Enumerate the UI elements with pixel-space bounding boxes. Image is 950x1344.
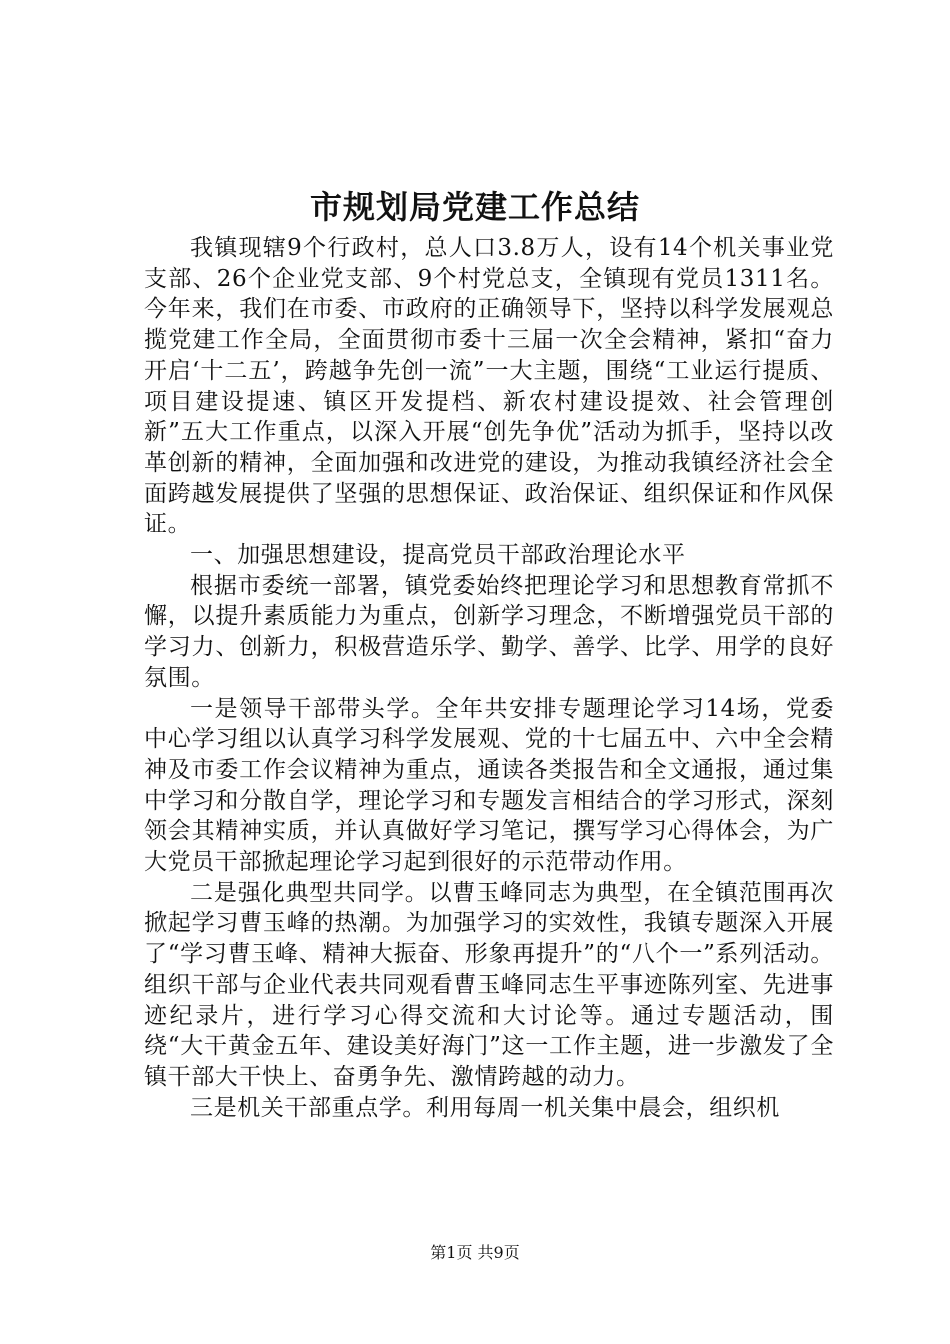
page-number-footer: 第1页 共9页	[430, 1243, 520, 1262]
point-2-paragraph: 二是强化典型共同学。以曹玉峰同志为典型，在全镇范围再次掀起学习曹玉峰的热潮。为加强学习的实效性，我镇专题深入开展了“学习曹玉峰、精神大振奋、形象再提升”的“八个一”系列活动。组织干部与企业代表共同观看曹玉峰同志生平事迹陈列室、先进事迹纪录片，进行学习心得交流和大讨论等。通过专题活动，围绕“大干黄金五年、建设美好海门”这一工作主题，进一步激发了全镇干部大干快上、奋勇争先、激情跨越的动力。	[144, 879, 834, 1090]
section-1-paragraph: 根据市委统一部署，镇党委始终把理论学习和思想教育常抓不懈，以提升素质能力为重点，创新学习理念，不断增强党员干部的学习力、创新力，积极营造乐学、勤学、善学、比学、用学的良好氛围。	[144, 572, 834, 691]
document-body	[144, 233, 834, 1123]
intro-paragraph: 我镇现辖9个行政村，总人口3.8万人，设有14个机关事业党支部、26个企业党支部、9个村党总支，全镇现有党员1311名。今年来，我们在市委、市政府的正确领导下，坚持以科学发展观总揽党建工作全局，全面贯彻市委十三届一次全会精神，紧扣“奋力开启‘十二五’，跨越争先创一流”一大主题，围绕“工业运行提质、项目建设提速、镇区开发提档、新农村建设提效、社会管理创新”五大工作重点，以深入开展“创先争优”活动为抓手，坚持以改革创新的精神，全面加强和改进党的建设，为推动我镇经济社会全面跨越发展提供了坚强的思想保证、政治保证、组织保证和作风保证。	[144, 235, 834, 538]
point-3-paragraph: 三是机关干部重点学。利用每周一机关集中晨会，组织机	[190, 1094, 780, 1121]
document-title: 市规划局党建工作总结	[309, 188, 640, 226]
section-heading-1: 一、加强思想建设，提高党员干部政治理论水平	[190, 542, 686, 569]
point-1-paragraph: 一是领导干部带头学。全年共安排专题理论学习14场，党委中心学习组以认真学习科学发展观、党的十七届五中、六中全会精神及市委工作会议精神为重点，通读各类报告和全文通报，通过集中学习和分散自学，理论学习和专题发言相结合的学习形式，深刻领会其精神实质，并认真做好学习笔记，撰写学习心得体会，为广大党员干部掀起理论学习起到很好的示范带动作用。	[144, 695, 834, 876]
